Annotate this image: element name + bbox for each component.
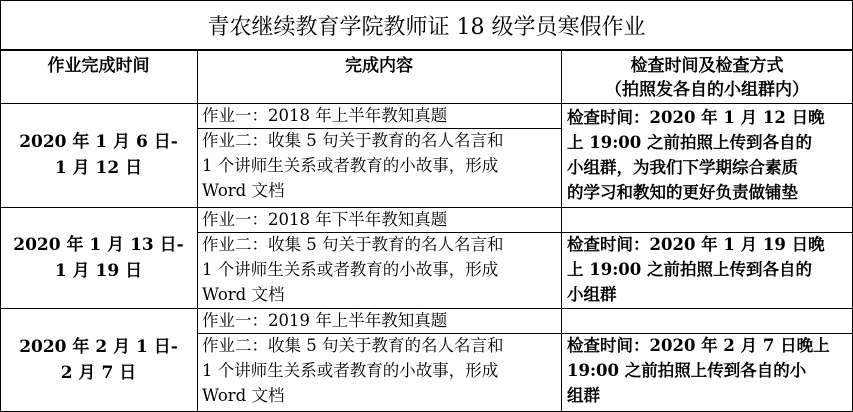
row2-check-line: 检查时间：2020 年 1 月 19 日晚 bbox=[567, 235, 825, 254]
divider bbox=[0, 50, 1, 412]
row1-task1 bbox=[197, 103, 561, 128]
row1-date bbox=[0, 103, 197, 207]
table-title: 青农继续教育学院教师证 18 级学员寒假作业 bbox=[0, 0, 853, 50]
row2-task1 bbox=[197, 207, 561, 232]
row1-check-line: 小组群，为我们下学期综合素质 bbox=[567, 158, 798, 177]
row3-task1 bbox=[197, 308, 561, 333]
row2-task2-line: 作业二：收集 5 句关于教育的名人名言和 bbox=[202, 235, 504, 254]
divider bbox=[0, 50, 853, 51]
row3-check-line: 检查时间：2020 年 2 月 7 日晚上 bbox=[567, 336, 830, 355]
header-check-line1: 检查时间及检查方式 bbox=[630, 56, 784, 76]
row2-date-line2: 1 月 19 日 bbox=[54, 260, 143, 281]
header-content bbox=[197, 50, 561, 103]
row2-date-line1: 2020 年 1 月 13 日- bbox=[13, 234, 184, 255]
row2-task2-line: 1 个讲师生关系或者教育的小故事，形成 bbox=[202, 260, 499, 279]
row2-check bbox=[561, 232, 853, 308]
row2-date bbox=[0, 207, 197, 308]
row3-check bbox=[561, 333, 853, 412]
divider bbox=[0, 207, 853, 208]
divider bbox=[197, 232, 853, 233]
row1-check-line: 上 19:00 之前拍照上传到各自的 bbox=[567, 133, 813, 152]
row3-task2-line: 作业二：收集 5 句关于教育的名人名言和 bbox=[202, 336, 504, 355]
header-check bbox=[561, 50, 853, 103]
row1-date-line2: 1 月 12 日 bbox=[54, 158, 143, 178]
divider bbox=[0, 308, 853, 309]
divider bbox=[197, 333, 853, 334]
row3-date bbox=[0, 308, 197, 412]
row1-date-line1: 2020 年 1 月 6 日- bbox=[19, 132, 178, 152]
row2-task2 bbox=[197, 232, 561, 308]
row3-check-line: 组群 bbox=[567, 386, 600, 405]
header-check-line2: （拍照发各自的小组群内） bbox=[605, 80, 809, 100]
row3-task1-text: 作业一：2019 年上半年教知真题 bbox=[202, 311, 448, 330]
row1-check bbox=[561, 103, 853, 207]
divider bbox=[197, 50, 198, 412]
divider bbox=[197, 128, 561, 129]
row3-task2 bbox=[197, 333, 561, 412]
row1-task2-line: Word 文档 bbox=[202, 181, 285, 200]
row2-check-line: 上 19:00 之前拍照上传到各自的 bbox=[567, 260, 813, 279]
row2-check-line: 小组群 bbox=[567, 285, 617, 304]
header-time bbox=[0, 50, 197, 103]
row2-task2-line: Word 文档 bbox=[202, 285, 285, 304]
header-content-label: 完成内容 bbox=[345, 56, 413, 76]
row3-date-line2: 2 月 7 日 bbox=[60, 363, 137, 383]
header-time-label: 作业完成时间 bbox=[47, 56, 150, 76]
row3-check-line: 19:00 之前拍照上传到各自的小 bbox=[567, 361, 807, 380]
row3-task2-line: 1 个讲师生关系或者教育的小故事，形成 bbox=[202, 361, 499, 380]
row1-task2-line: 作业二：收集 5 句关于教育的名人名言和 bbox=[202, 131, 504, 150]
row2-task1-text: 作业一：2018 年下半年教知真题 bbox=[202, 210, 448, 229]
row1-check-line: 的学习和教知的更好负责做铺垫 bbox=[567, 183, 798, 202]
divider bbox=[561, 50, 562, 412]
row1-task2-line: 1 个讲师生关系或者教育的小故事，形成 bbox=[202, 156, 499, 175]
divider bbox=[0, 103, 853, 104]
row1-check-line: 检查时间：2020 年 1 月 12 日晚 bbox=[567, 108, 825, 127]
row1-task2 bbox=[197, 128, 561, 207]
row1-task1-text: 作业一：2018 年上半年教知真题 bbox=[202, 106, 448, 125]
row3-task2-line: Word 文档 bbox=[202, 386, 285, 405]
row3-date-line1: 2020 年 2 月 1 日- bbox=[19, 337, 178, 357]
